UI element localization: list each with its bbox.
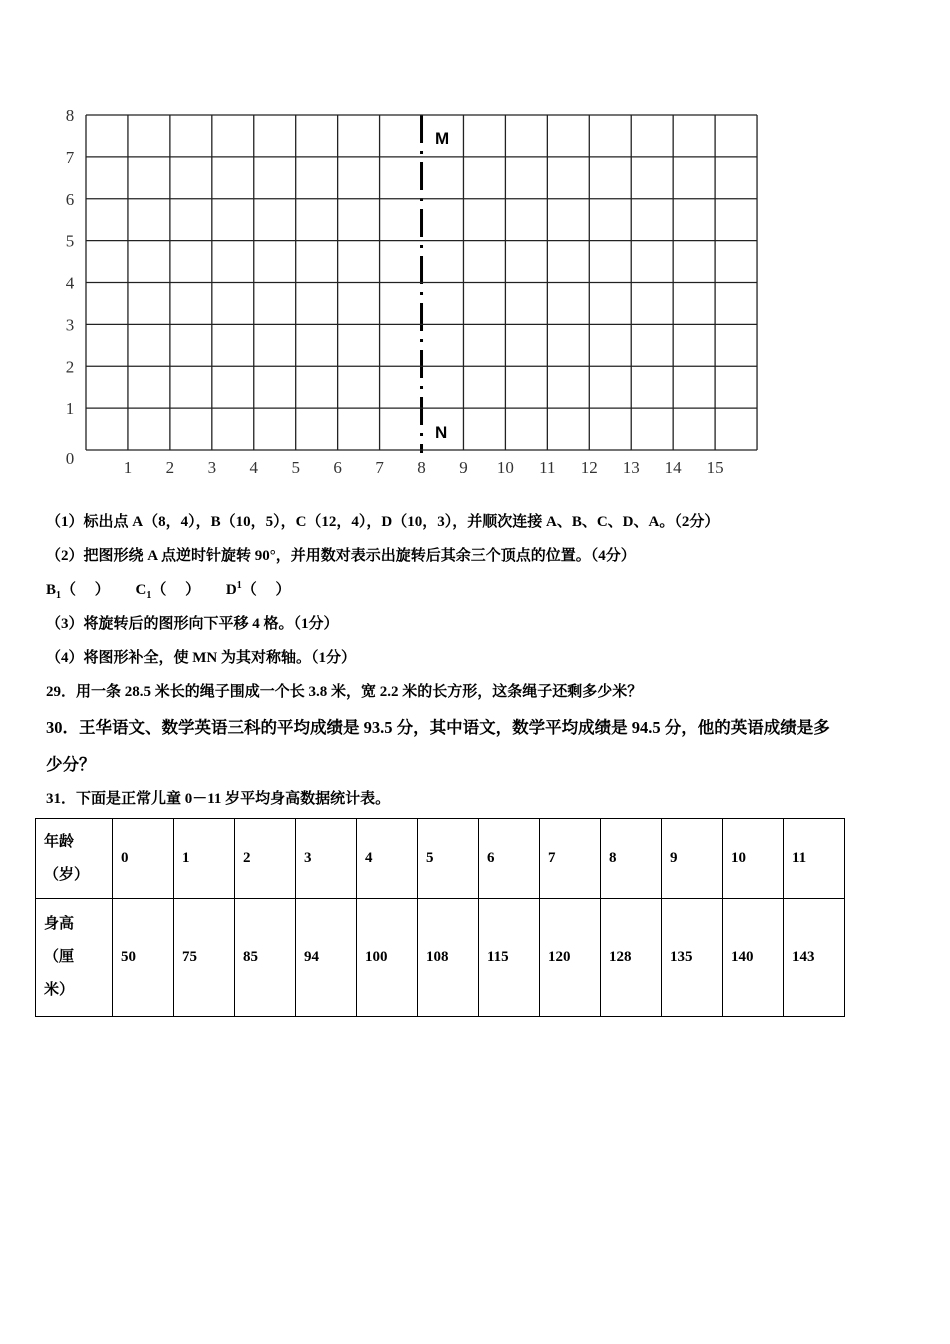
age-row: [36, 819, 845, 899]
question-31: 31．下面是正常儿童 0－11 岁平均身高数据统计表。: [46, 791, 391, 807]
x-tick: 1: [123, 458, 133, 477]
question-1: （1）标出点 A（8，4），B（10，5），C（12，4），D（10，3），并顺次连接 A、B、C、D、A。（2分）: [46, 514, 720, 530]
y-tick: 6: [65, 189, 75, 209]
height-row: [36, 899, 845, 1017]
y-tick: 0: [65, 449, 75, 468]
question-3: （3）将旋转后的图形向下平移 4 格。（1分）: [46, 616, 339, 632]
y-tick: 1: [65, 399, 75, 419]
c1-label: $C_1$: [135, 582, 152, 601]
b1-label: $B_1$: [46, 582, 62, 601]
x-tick: 5: [291, 458, 300, 477]
x-tick: 7: [375, 458, 384, 477]
question-4: （4）将图形补全，使 MN 为其对称轴。（1分）: [46, 650, 356, 666]
height-header: 身高 （厘 米）: [36, 899, 113, 1017]
x-tick: 13: [622, 458, 640, 477]
y-tick: 3: [65, 315, 75, 335]
question-30-line2: 少分？: [46, 755, 96, 774]
age-cell: 5: [418, 819, 479, 899]
height-cell: 94: [296, 899, 357, 1017]
d1-label: $D^1$: [225, 580, 242, 598]
x-tick: 11: [539, 458, 556, 477]
age-cell: 11: [784, 819, 845, 899]
height-table: [35, 818, 845, 1017]
age-cell: 2: [235, 819, 296, 899]
x-tick: 9: [459, 458, 468, 477]
age-cell: 10: [723, 819, 784, 899]
height-cell: 135: [662, 899, 723, 1017]
question-2: （2）把图形绕 A 点逆时针旋转 90°，并用数对表示出旋转后其余三个顶点的位置。（4分）: [46, 548, 636, 564]
y-tick: 7: [65, 147, 75, 167]
age-cell: 1: [174, 819, 235, 899]
c1-blank[interactable]: （ ）: [151, 582, 201, 598]
question-29: 29．用一条 28.5 米长的绳子围成一个长 3.8 米，宽 2.2 米的长方形，这条绳子还剩多少米？: [46, 684, 643, 700]
y-tick: 2: [65, 357, 75, 377]
age-cell: 9: [662, 819, 723, 899]
height-cell: 128: [601, 899, 662, 1017]
age-cell: 4: [357, 819, 418, 899]
question-30-line1: 30．王华语文、数学英语三科的平均成绩是 93.5 分，其中语文，数学平均成绩是 94.5 分，他的英语成绩是多: [46, 718, 830, 737]
age-cell: 8: [601, 819, 662, 899]
y-tick: 8: [65, 106, 75, 125]
height-cell: 143: [784, 899, 845, 1017]
height-cell: 75: [174, 899, 235, 1017]
d1-blank[interactable]: （ ）: [241, 582, 291, 598]
x-tick: 6: [333, 458, 342, 477]
height-cell: 140: [723, 899, 784, 1017]
y-tick: 5: [65, 231, 75, 251]
x-tick: 15: [706, 458, 724, 477]
age-header: 年龄 （岁）: [36, 819, 113, 899]
x-tick: 8: [417, 458, 426, 477]
x-tick: 14: [664, 458, 682, 477]
age-cell: 3: [296, 819, 357, 899]
age-cell: 7: [540, 819, 601, 899]
answer-blanks: [46, 578, 291, 601]
height-cell: 115: [479, 899, 540, 1017]
x-tick: 10: [496, 458, 514, 477]
height-cell: 85: [235, 899, 296, 1017]
height-cell: 120: [540, 899, 601, 1017]
height-cell: 108: [418, 899, 479, 1017]
x-tick: 4: [249, 458, 259, 477]
b1-blank[interactable]: （ ）: [61, 582, 110, 598]
height-cell: 100: [357, 899, 418, 1017]
point-label-m: M: [435, 129, 450, 148]
x-tick: 2: [165, 458, 175, 477]
age-cell: 0: [113, 819, 174, 899]
y-tick: 4: [65, 273, 75, 293]
height-cell: 50: [113, 899, 174, 1017]
coordinate-grid: [0, 0, 950, 490]
point-label-n: N: [435, 423, 448, 442]
age-cell: 6: [479, 819, 540, 899]
x-tick: 12: [580, 458, 598, 477]
x-tick: 3: [207, 458, 217, 477]
